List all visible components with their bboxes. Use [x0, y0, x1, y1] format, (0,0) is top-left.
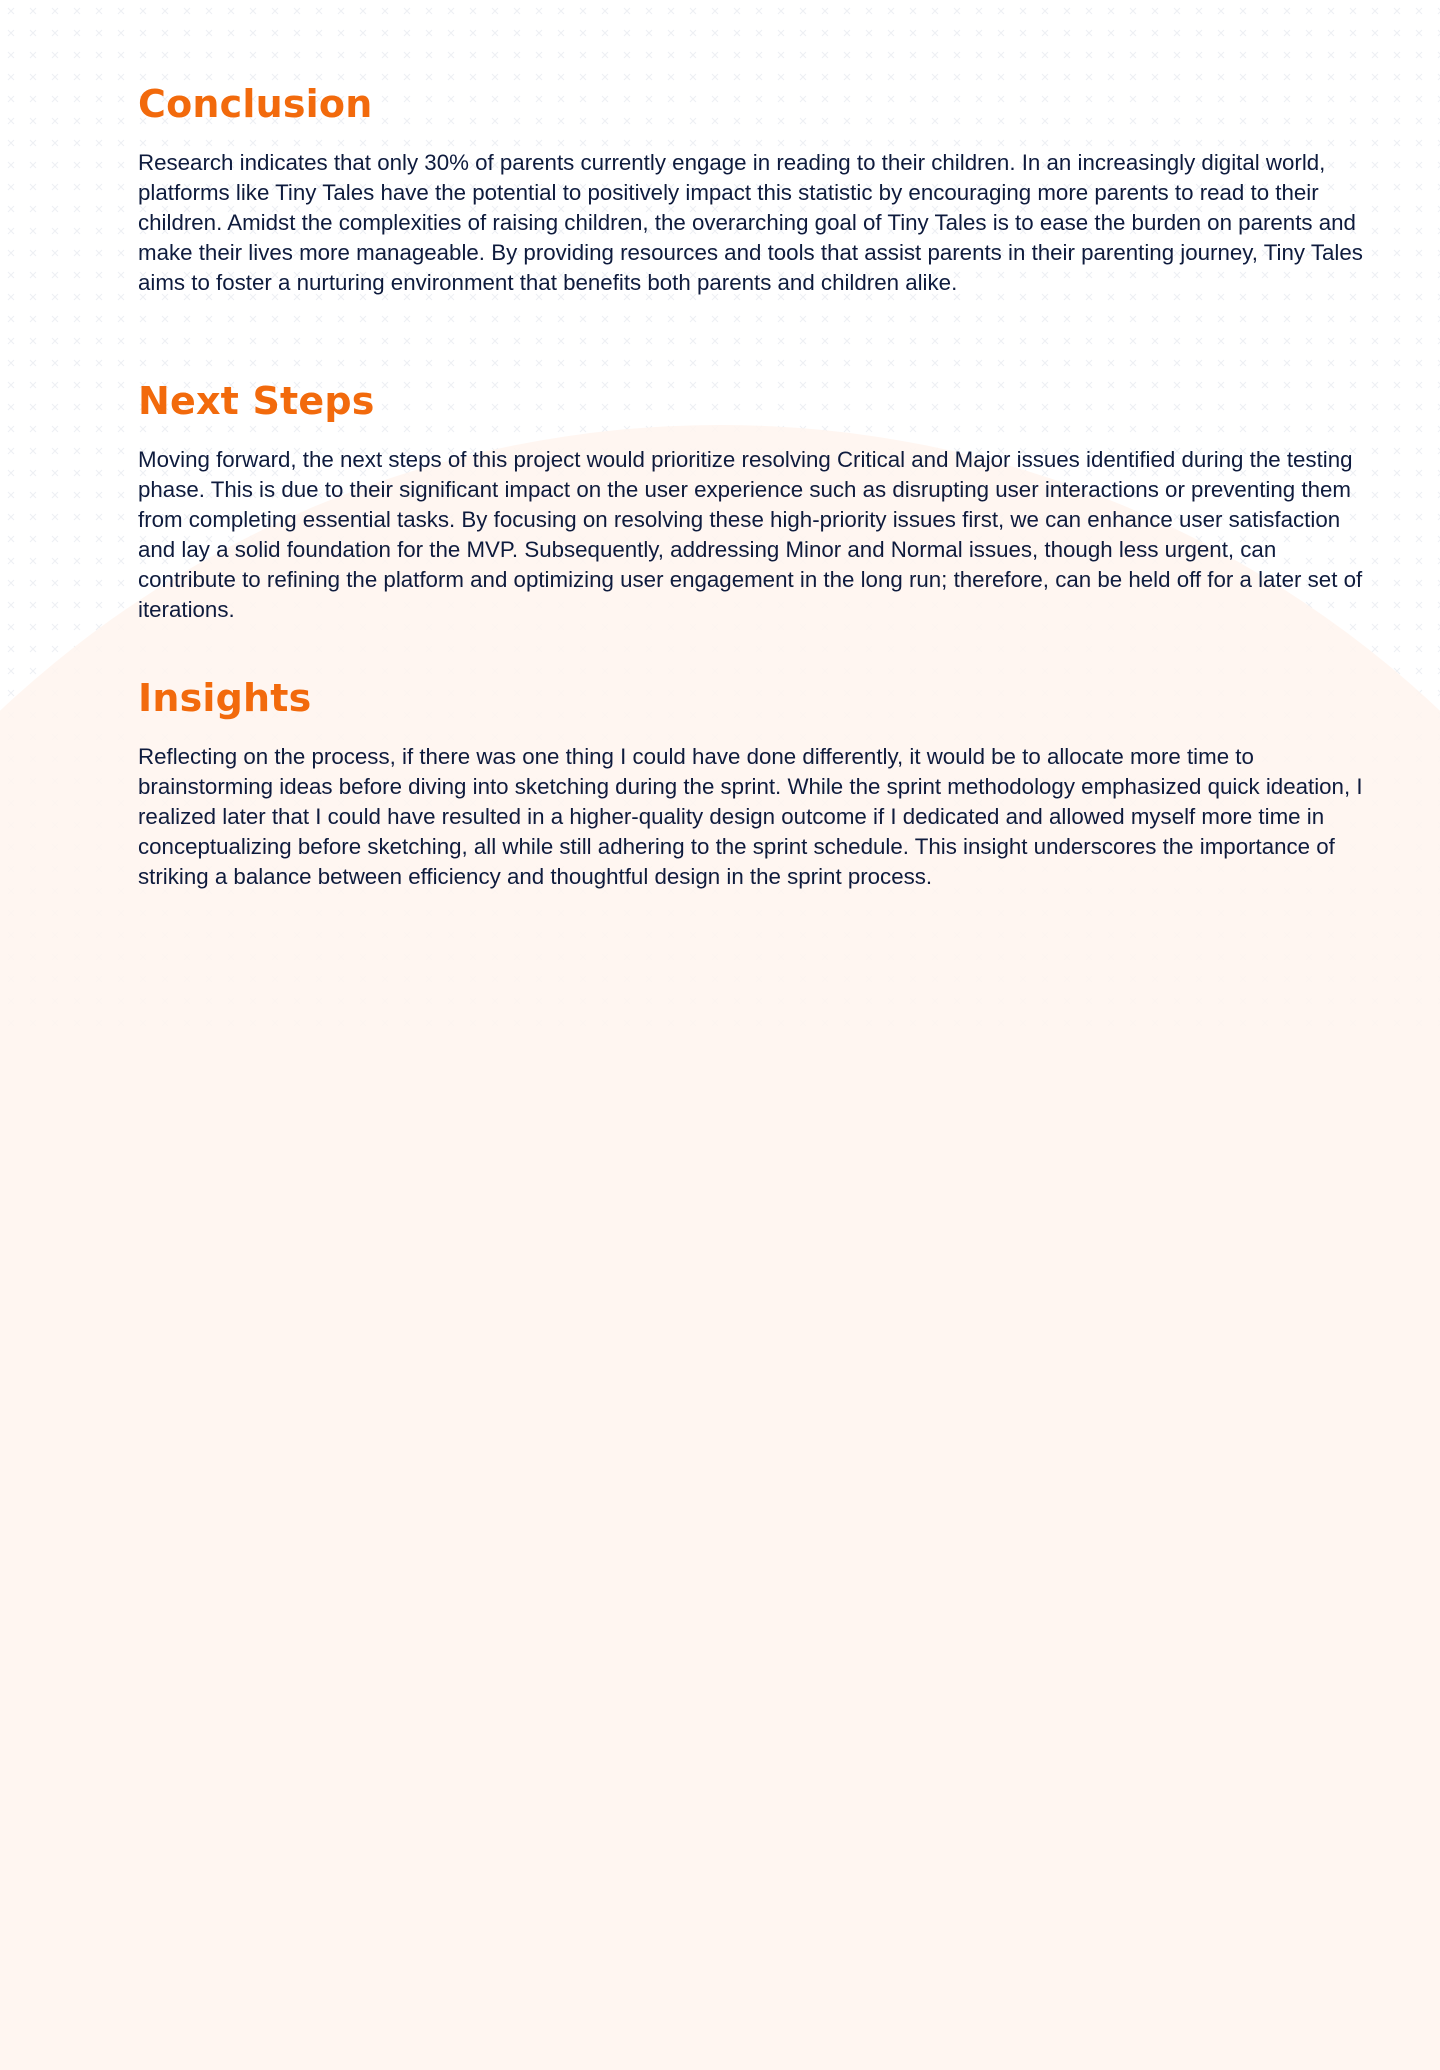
next-steps-heading: Next Steps — [138, 379, 375, 423]
background-arc — [0, 425, 1440, 2070]
conclusion-heading: Conclusion — [138, 82, 373, 126]
conclusion-section — [138, 80, 1368, 298]
insights-heading: Insights — [138, 676, 312, 720]
insights-section — [138, 674, 1368, 892]
next-steps-section — [138, 377, 1368, 625]
conclusion-paragraph: Research indicates that only 30% of parents currently engage in reading to their children. In an increasingly digital world, platforms like Tiny Tales have the potential to positively impact this statistic by encouraging more parents to read to their children. Amidst the complexities of raising children, the overarching goal of Tiny Tales is to ease the burden on parents and make their lives more manageable. By providing resources and tools that assist parents in their parenting journey, Tiny Tales aims to foster a nurturing environment that benefits both parents and children alike. — [138, 150, 1363, 295]
next-steps-paragraph: Moving forward, the next steps of this project would prioritize resolving Critical and Major issues identified during the testing phase. This is due to their significant impact on the user experience such as disrupting user interactions or preventing them from completing essential tasks. By focusing on resolving these high-priority issues first, we can enhance user satisfaction and lay a solid foundation for the MVP. Subsequently, addressing Minor and Normal issues, though less urgent, can contribute to refining the platform and optimizing user engagement in the long run; therefore, can be held off for a later set of iterations. — [138, 447, 1363, 622]
insights-paragraph: Reflecting on the process, if there was one thing I could have done differently, it would be to allocate more time to brainstorming ideas before diving into sketching during the sprint. While the sprint methodology emphasized quick ideation, I realized later that I could have resulted in a higher-quality design outcome if I dedicated and allowed myself more time in conceptualizing before sketching, all while still adhering to the sprint schedule. This insight underscores the importance of striking a balance between efficiency and thoughtful design in the sprint process. — [138, 744, 1363, 889]
